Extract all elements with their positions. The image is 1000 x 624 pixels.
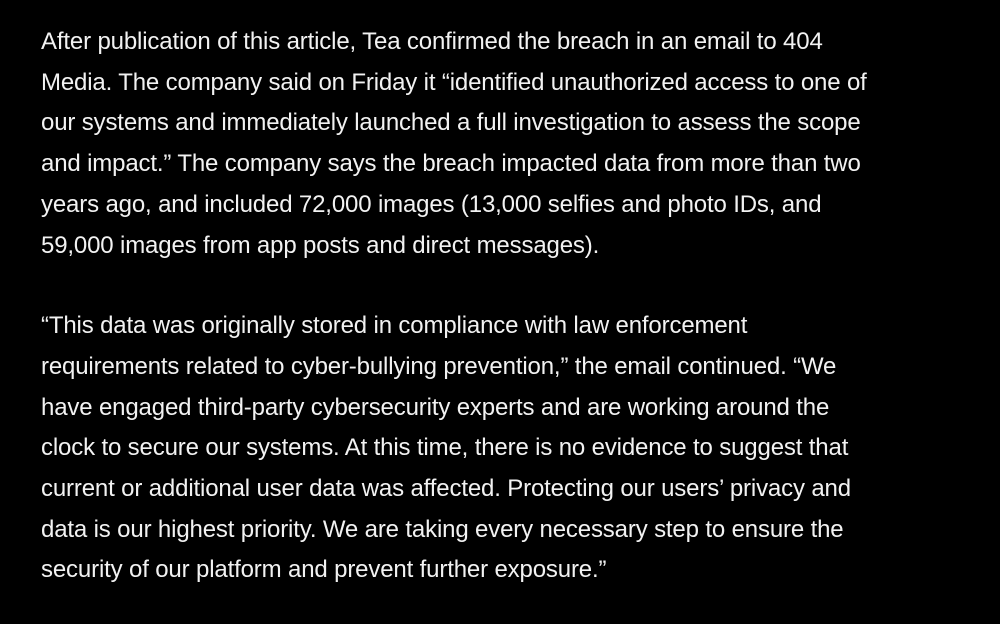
text-line: After publication of this article, Tea confirmed the breach in an email to 404 <box>41 28 823 55</box>
text-line: Media. The company said on Friday it “identified unauthorized access to one of <box>41 68 867 96</box>
text-line: 59,000 images from app posts and direct messages). <box>41 231 600 259</box>
text-line: have engaged third-party cybersecurity experts and are working around the <box>41 393 830 421</box>
text-line: current or additional user data was affected. Protecting our users’ privacy and <box>41 475 851 503</box>
paragraph-email-quote <box>41 306 971 591</box>
text-line: requirements related to cyber-bullying prevention,” the email continued. “We <box>41 352 837 380</box>
article-body <box>41 22 971 591</box>
text-line: and impact.” The company says the breach impacted data from more than two <box>41 150 861 178</box>
text-line: “This data was originally stored in compliance with law enforcement <box>41 312 748 340</box>
text-line: data is our highest priority. We are taking every necessary step to ensure the <box>41 515 844 543</box>
text-line: clock to secure our systems. At this time, there is no evidence to suggest that <box>41 434 849 462</box>
text-line: security of our platform and prevent further exposure.” <box>41 556 607 584</box>
text-line: years ago, and included 72,000 images (13,000 selfies and photo IDs, and <box>41 190 822 218</box>
paragraph-breach-confirmation <box>41 22 971 266</box>
text-line: our systems and immediately launched a full investigation to assess the scope <box>41 109 861 137</box>
